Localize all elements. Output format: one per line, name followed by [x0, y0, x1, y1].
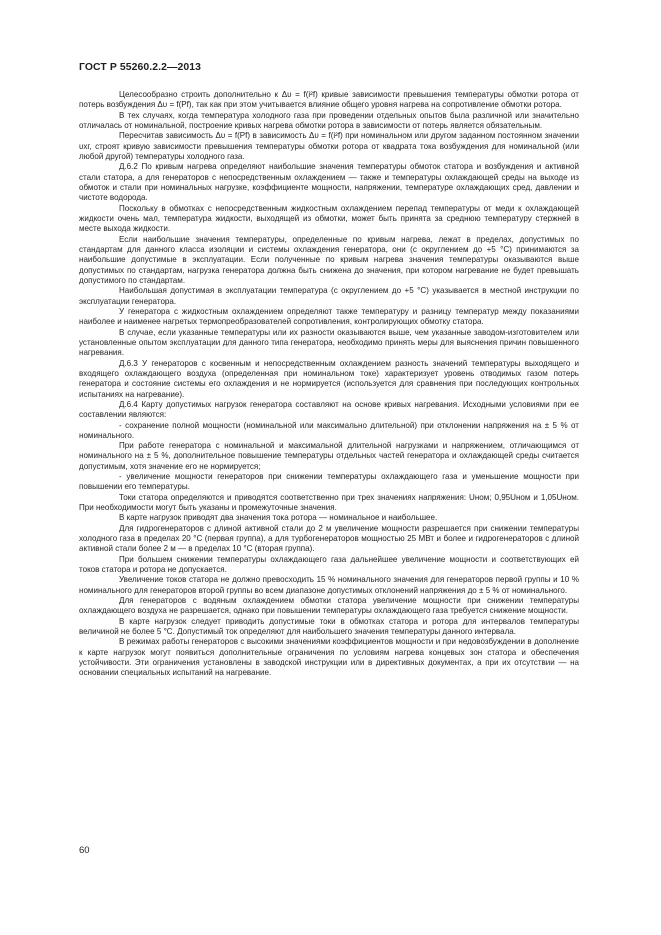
paragraph: Д.6.3 У генераторов с косвенным и непосредственным охлаждением разность значений температуры выходящего и входящего охлаждающего воздуха (определенная при номинальном токе) характеризует уровень отводимых газом потерь генератора и состояние системы его охлаждения и не нормируется (используется для сравнения при последующих контрольных испытаниях на нагревание). — [79, 358, 579, 399]
paragraph: В карте нагрузок следует приводить допустимые токи в обмотках статора и ротора для интервалов температуры величиной не более 5 °С. Допустимый ток определяют для наибольшего значения температуры данного интервала. — [79, 616, 579, 637]
paragraph: В тех случаях, когда температура холодного газа при проведении отдельных опытов была различной или значительно отличалась от номинальной, построение кривых нагрева обмотки ротора в зависимости от потерь является обязательным. — [79, 110, 579, 130]
paragraph: Целесообразно строить дополнительно к Δυ = f(i²f) кривые зависимости превышения температуры обмотки ротора от потерь возбуждения Δυ = f(Pf), так как при этом учитывается влияние общего уровня нагрева на сопротивление обмотки ротора. — [79, 90, 579, 110]
paragraph: У генератора с жидкостным охлаждением определяют также температуру и разницу температур между показаниями наиболее и наименее нагретых термопреобразователей сопротивления, контролирующих обмотку статора. — [79, 306, 579, 327]
paragraph: В карте нагрузок приводят два значения тока ротора — номинальное и наибольшее. — [119, 513, 438, 523]
document-body — [79, 90, 579, 679]
paragraph: - сохранение полной мощности (номинальной или максимально длительной) при отклонении напряжения на ± 5 % от номинального. — [79, 420, 579, 440]
paragraph: Для генераторов с водяным охлаждением обмотки статора увеличение мощности при снижении температуры охлаждающего воздуха не разрешается, однако при повышении температуры охлаждающего газа требуется снижение мощности. — [79, 596, 579, 616]
paragraph: Если наибольшие значения температуры, определенные по кривым нагрева, лежат в пределах, допустимых по стандартам для данного класса изоляции и системы охлаждения генератора, они (с округлением до +5 °С) принимаются за наибольшие допустимые в эксплуатации. Если полученные по кривым нагрева значения температуры оказываются выше допустимых по стандартам, нагрузка генератора должна быть снижена до значения, при котором нагревание не будет превышать допустимого по стандартам. — [79, 234, 579, 285]
paragraph: Д.6.2 По кривым нагрева определяют наибольшие значения температуры обмоток статора и возбуждения и активной стали статора, а для генераторов с непосредственным охлаждением — также и температуры охлаждающей среды на выходе из обмоток и стали при номинальных нагрузке, коэффициенте мощности, напряжении, температуре охлаждающих сред, давлении и чистоте водорода. — [79, 162, 579, 203]
paragraph: - увеличение мощности генераторов при снижении температуры охлаждающего газа и уменьшение мощности при повышении его температуры. — [79, 472, 579, 492]
paragraph: Увеличение токов статора не должно превосходить 15 % номинального значения для генераторов первой группы и 10 % номинального для генераторов второй группы во всем диапазоне допустимых отклонений напряжения до ± 5 % от номинального. — [79, 575, 579, 595]
paragraph: При большем снижении температуры охлаждающего газа дальнейшее увеличение мощности и соответствующих ей токов статора и ротора не допускается. — [79, 554, 579, 575]
paragraph: Токи статора определяются и приводятся соответственно при трех значениях напряжения: Uном; 0,95Uном и 1,05Uном. При необходимости могут быть указаны и промежуточные значения. — [79, 492, 579, 513]
paragraph: В режимах работы генераторов с высокими значениями коэффициентов мощности и при недовозбуждении в дополнение к карте нагрузок могут появиться дополнительные ограничения по условиям нагрева концевых зон статора и обеспечения устойчивости. Эти ограничения установлены в заводской инструкции или в директивных документах, а при их отсутствии — на основании специальных испытаний на нагревание. — [79, 637, 579, 678]
paragraph: Для гидрогенераторов с длиной активной стали до 2 м увеличение мощности разрешается при снижении температуры холодного газа в пределах 20 °С (первая группа), а для турбогенераторов мощностью 25 МВт и более и гидрогенераторов с длиной активной стали более 2 м — в пределах 10 °С (вторая группа). — [79, 523, 579, 554]
paragraph: Д.6.4 Карту допустимых нагрузок генератора составляют на основе кривых нагревания. Исходными условиями при ее составлении являются: — [79, 399, 579, 420]
paragraph: В случае, если указанные температуры или их разности оказываются выше, чем указанные заводом-изготовителем или установленные опытом эксплуатации для данного типа генератора, необходимо принять меры для выяснения причин повышенного нагревания. — [79, 327, 579, 358]
paragraph: При работе генератора с номинальной и максимальной длительной нагрузками и напряжением, отличающимся от номинального на ± 5 %, дополнительное повышение температуры отдельных частей генератора и охлаждающей среды считается допустимым, хотя значение его не нормируется; — [79, 441, 579, 471]
paragraph: Наибольшая допустимая в эксплуатации температура (с округлением до +5 °С) указывается в местной инструкции по эксплуатации генератора. — [79, 286, 579, 306]
page-number: 60 — [79, 845, 90, 856]
paragraph: Пересчитав зависимость Δυ = f(Pf) в зависимость Δυ = f(i²f) при номинальном или другом заданном постоянном значении υхг, строят кривую зависимости превышения температуры обмотки ротора от квадрата тока возбуждения для номинальной (или любой другой) температуры холодного газа. — [79, 131, 579, 161]
paragraph: Поскольку в обмотках с непосредственным жидкостным охлаждением перепад температуры от меди к охлаждающей жидкости очень мал, температура жидкости, выходящей из обмотки, может быть принята за среднюю температуру стержней в месте выхода жидкости. — [79, 203, 579, 234]
document-header: ГОСТ Р 55260.2.2—2013 — [79, 62, 201, 73]
